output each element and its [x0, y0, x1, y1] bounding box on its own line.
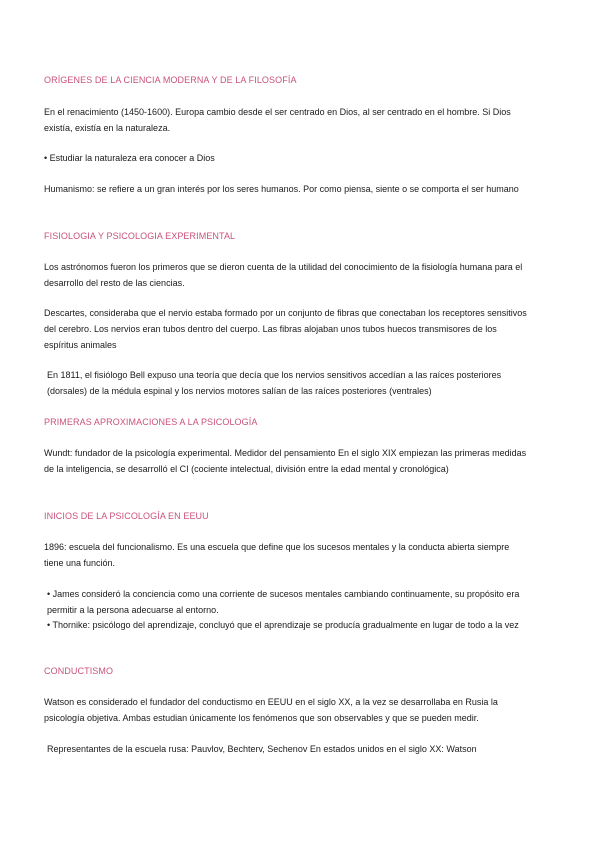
- paragraph-funcionalismo: 1896: escuela del funcionalismo. Es una escuela que define que los sucesos mentales y la conducta abierta siempre tiene una función.: [44, 542, 510, 568]
- paragraph-bell: En 1811, el fisiólogo Bell expuso una teoría que decía que los nervios sensitivos accedían a las raíces posteriores (dorsales) de la médula espinal y los nervios motores salían de las raíces posteriores (ventrales): [47, 370, 502, 396]
- section-heading-conductismo: CONDUCTISMO: [44, 666, 114, 676]
- section-heading-inicios-eeuu: INICIOS DE LA PSICOLOGÍA EN EEUU: [44, 511, 209, 521]
- paragraph-watson: Watson es considerado el fundador del conductismo en EEUU en el siglo XX, a la vez se desarrollaba en Rusia la psicología objetiva. Ambas estudian únicamente los fenómenos que son observables y que se pueden medir.: [44, 697, 498, 723]
- paragraph-representantes: Representantes de la escuela rusa: Pauvlov, Bechterv, Sechenov En estados unidos en el siglo XX: Watson: [47, 744, 477, 754]
- bullet-estudiar-naturaleza: • Estudiar la naturaleza era conocer a Dios: [44, 153, 215, 163]
- bullet-james: • James consideró la conciencia como una corriente de sucesos mentales cambiando continuamente, su propósito era permitir a la persona adecuarse al entorno.: [47, 589, 520, 615]
- section-heading-origenes: ORÍGENES DE LA CIENCIA MODERNA Y DE LA FILOSOFÍA: [44, 75, 297, 85]
- paragraph-renacimiento: En el renacimiento (1450-1600). Europa cambio desde el ser centrado en Dios, al ser centrado en el hombre. Si Dios existía, existía en la naturaleza.: [44, 107, 511, 133]
- paragraph-descartes: Descartes, consideraba que el nervio estaba formado por un conjunto de fibras que conectaban los receptores sensitivos del cerebro. Los nervios eran tubos dentro del cuerpo. Las fibras alojaban unos tubos huecos transmisores de los espíritus animales: [44, 308, 527, 350]
- bullet-thornike: • Thornike: psicólogo del aprendizaje, concluyó que el aprendizaje se producía gradualmente en lugar de todo a la vez: [47, 620, 519, 630]
- section-heading-primeras-aproximaciones: PRIMERAS APROXIMACIONES A LA PSICOLOGÍA: [44, 417, 258, 427]
- paragraph-humanismo: Humanismo: se refiere a un gran interés por los seres humanos. Por como piensa, siente o se comporta el ser humano: [44, 184, 519, 194]
- paragraph-wundt: Wundt: fundador de la psicología experimental. Medidor del pensamiento En el siglo XIX empiezan las primeras medidas de la inteligencia, se desarrolló el CI (cociente intelectual, división entre la edad mental y cronológica): [44, 448, 527, 474]
- section-heading-fisiologia: FISIOLOGIA Y PSICOLOGIA EXPERIMENTAL: [44, 231, 236, 241]
- paragraph-astronomos: Los astrónomos fueron los primeros que se dieron cuenta de la utilidad del conocimiento de la fisiología humana para el desarrollo del resto de las ciencias.: [44, 262, 523, 288]
